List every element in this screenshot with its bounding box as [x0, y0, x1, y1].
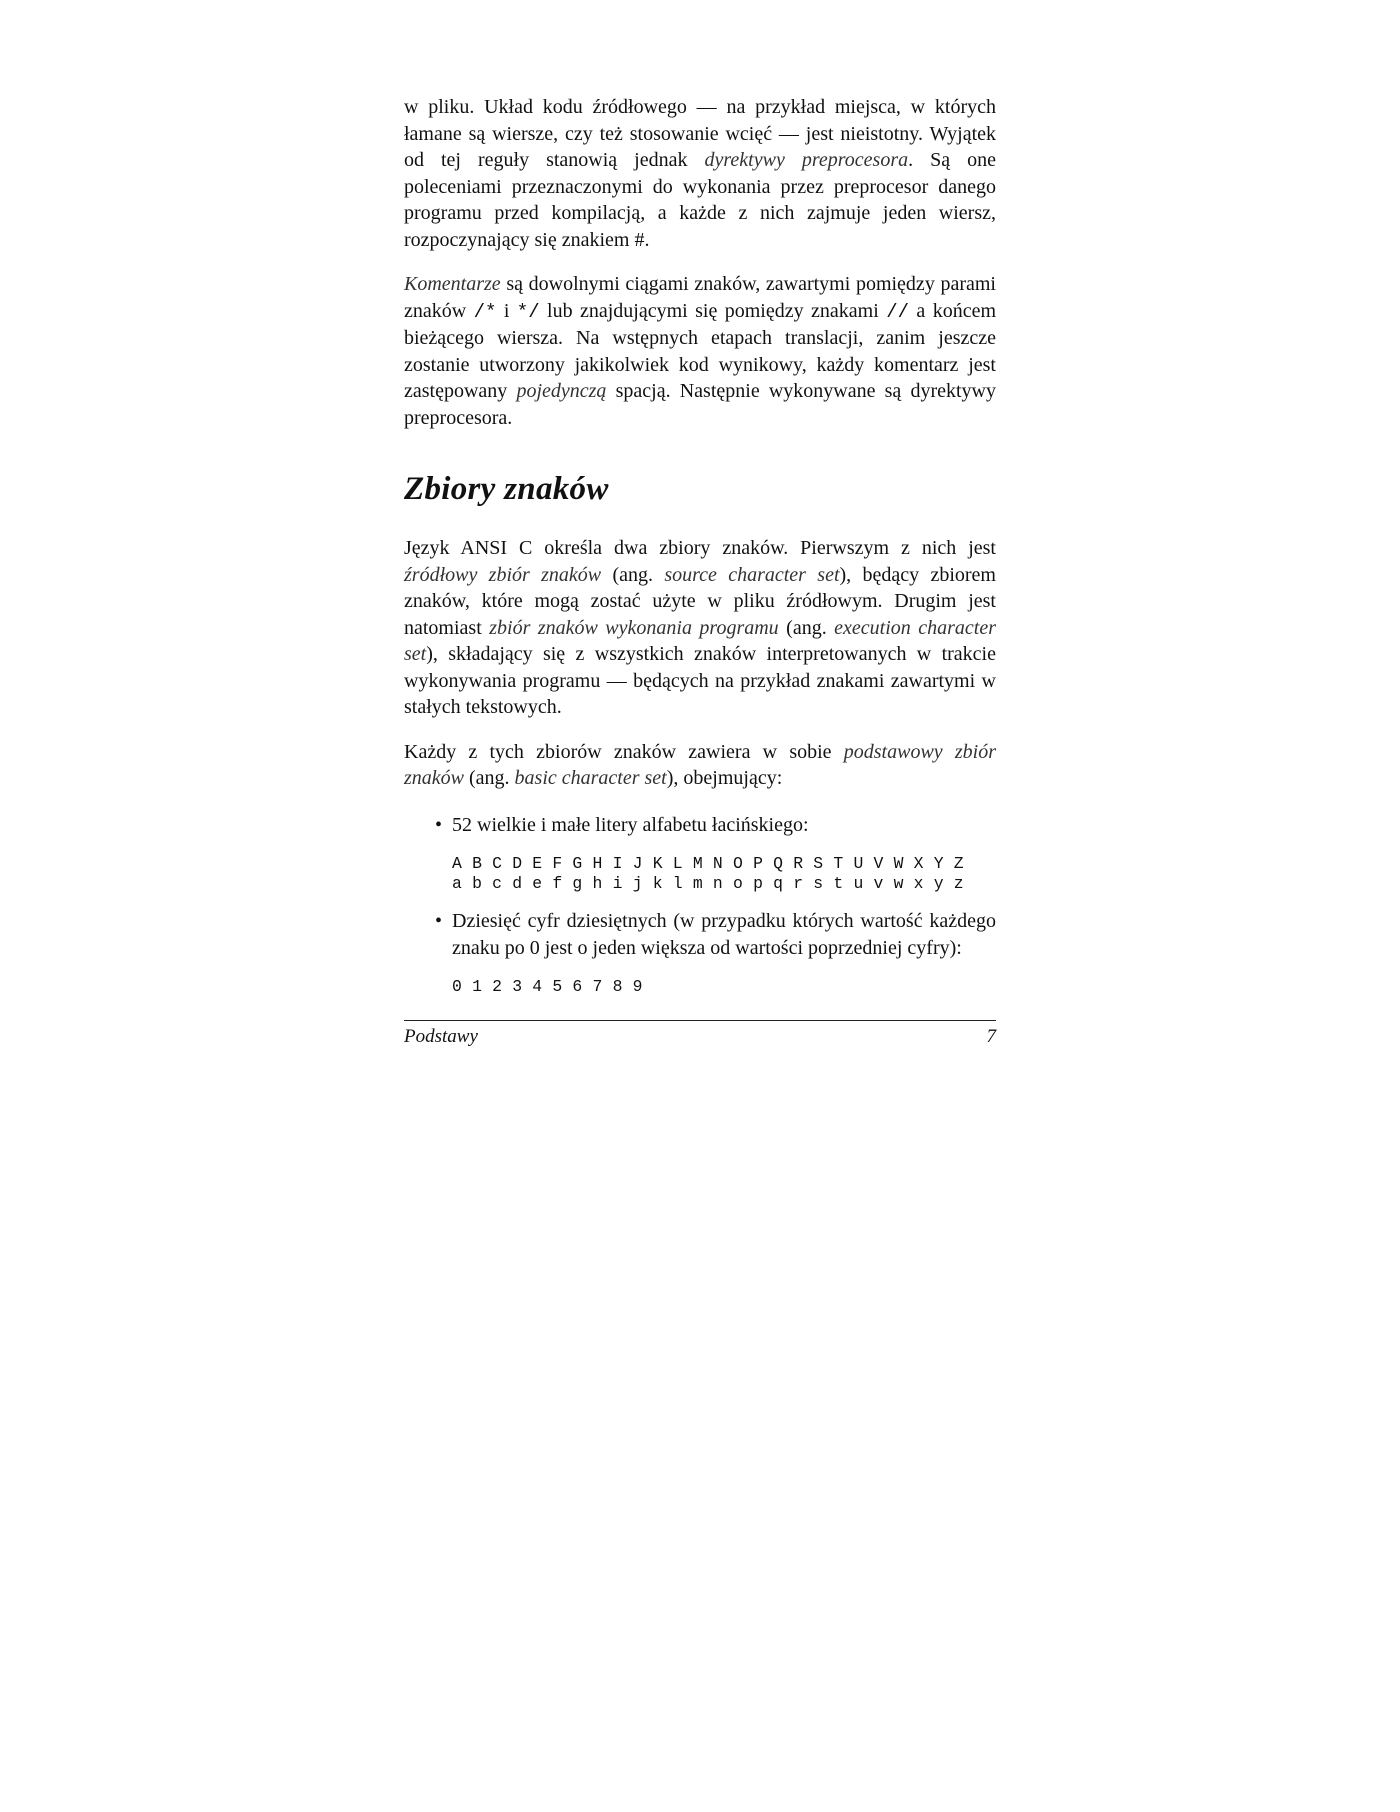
italic-term: Komentarze [404, 273, 501, 295]
footer-row [404, 1025, 996, 1049]
italic-term: execution character set [404, 616, 997, 665]
body-paragraph [404, 94, 996, 253]
code-block [452, 854, 996, 894]
list-item-text: 52 wielkie i małe litery alfabetu łacińskiego: [452, 813, 809, 836]
paragraph-text: ), będący zbiorem znaków, które mogą zostać użyte w pliku źródłowym. Drugim jest natomiast [404, 563, 996, 639]
body-paragraph [404, 739, 996, 792]
paragraph-text: ), składający się z wszystkich znaków interpretowanych w trakcie wykonywania programu — będących na przykład znakami zawartymi w stałych tekstowych. [404, 643, 996, 718]
paragraph-text: (ang. [601, 563, 665, 586]
code-line: a b c d e f g h i j k l m n o p q r s t u v w x y z [452, 874, 964, 893]
list-item-text: Dziesięć cyfr dziesiętnych (w przypadku których wartość każdego znaku po 0 jest o jeden większa od wartości poprzedniej cyfry): [452, 910, 996, 959]
paragraph-text: Każdy z tych zbiorów znaków zawiera w sobie [404, 740, 844, 763]
italic-term: zbiór znaków wykonania programu [489, 616, 779, 639]
paragraph-text: Język ANSI C określa dwa zbiory znaków. Pierwszym z nich jest [404, 537, 996, 559]
paragraph-text: w pliku. Układ kodu źródłowego — na przykład miejsca, w których łamane są wiersze, czy też stosowanie wcięć — jest nieistotny. Wyjątek od tej reguły stanowią jednak [404, 96, 996, 171]
italic-term: dyrektywy preprocesora [704, 149, 909, 171]
paragraph-text: są dowolnymi ciągami znaków, zawartymi pomiędzy parami znaków [404, 273, 996, 322]
inline-code: // [886, 300, 909, 323]
bullet-list [404, 812, 996, 998]
footer-chapter-title: Podstawy [404, 1026, 478, 1047]
page-footer [404, 1020, 996, 1049]
body-paragraph [404, 271, 996, 431]
footer-divider [404, 1020, 996, 1021]
paragraph-text: spacją. Następnie wykonywane są dyrektywy preprocesora. [404, 380, 996, 429]
section-heading: Zbiory znaków [404, 471, 609, 507]
italic-term: pojedynczą [516, 380, 607, 402]
inline-code: /* [473, 300, 497, 323]
paragraph-text: (ang. [778, 616, 835, 639]
paragraph-text: . Są one poleceniami przeznaczonymi do wykonania przez preprocesor danego programu przed kompilacją, a każde z nich zajmuje jeden wiersz, rozpoczynający się znakiem #. [404, 149, 996, 251]
page-body [404, 94, 996, 997]
bullet-marker: • [435, 813, 443, 836]
code-line: 0 1 2 3 4 5 6 7 8 9 [452, 977, 643, 996]
list-item [404, 908, 996, 997]
paragraph-text: i [496, 299, 517, 322]
italic-term: basic character set [514, 767, 667, 789]
paragraph-text: lub znajdującymi się pomiędzy znakami [539, 299, 887, 322]
inline-code: */ [516, 300, 540, 323]
code-block [452, 977, 996, 997]
paragraph-text: (ang. [464, 767, 515, 789]
page-number: 7 [986, 1026, 996, 1047]
italic-term: source character set [664, 563, 840, 586]
bullet-marker: • [435, 910, 443, 932]
paragraph-text: a końcem bieżącego wiersza. Na wstępnych etapach translacji, zanim jeszcze zostanie utworzony jakikolwiek kod wynikowy, każdy komentarz jest zastępowany [404, 299, 997, 402]
italic-term: źródłowy zbiór znaków [404, 563, 602, 586]
italic-term: podstawowy zbiór znaków [404, 740, 996, 789]
body-paragraph [404, 535, 996, 721]
paragraph-text: ), obejmujący: [666, 767, 783, 789]
list-item [404, 812, 996, 895]
code-line: A B C D E F G H I J K L M N O P Q R S T U V W X Y Z [452, 854, 964, 873]
